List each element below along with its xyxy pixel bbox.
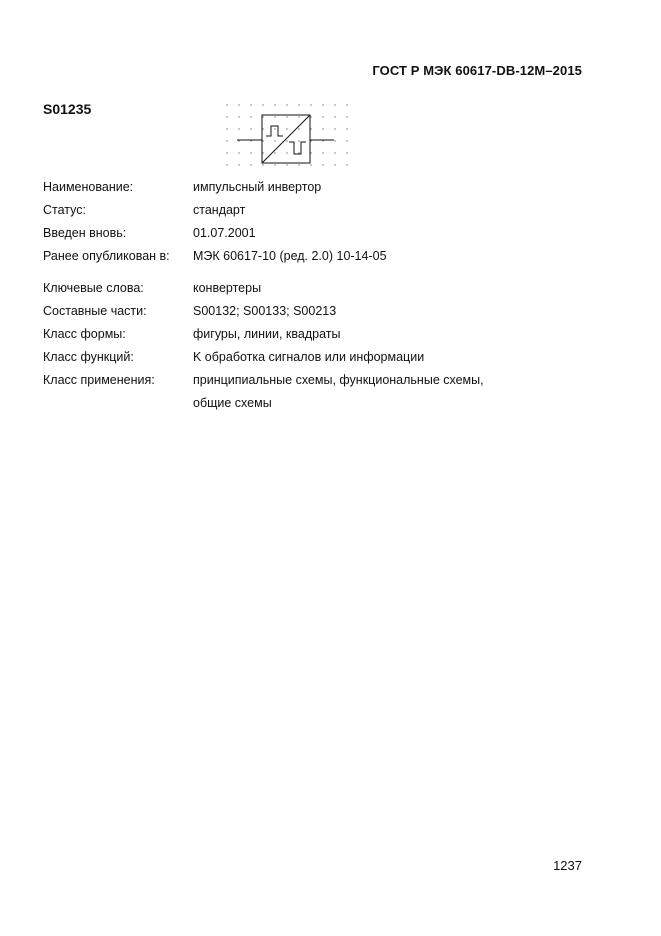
- property-value: 01.07.2001: [193, 226, 256, 240]
- grid-dot: [346, 116, 347, 117]
- property-label: Класс применения:: [43, 373, 155, 387]
- property-row-keywords: [43, 280, 484, 303]
- property-label: Ключевые слова:: [43, 281, 144, 295]
- grid-dot: [250, 128, 251, 129]
- grid-dot: [346, 128, 347, 129]
- property-row-previously-published: [43, 248, 484, 271]
- property-value: импульсный инвертор: [193, 180, 322, 194]
- grid-dot: [262, 128, 263, 129]
- property-row-components: [43, 303, 484, 326]
- grid-dot: [322, 164, 323, 165]
- symbol-id: S01235: [43, 101, 92, 117]
- grid-dot: [226, 140, 227, 141]
- grid-dot: [274, 152, 275, 153]
- property-label: Введен вновь:: [43, 226, 127, 240]
- document-header: ГОСТ Р МЭК 60617-DB-12M–2015: [372, 63, 582, 78]
- grid-dot: [346, 152, 347, 153]
- grid-dot: [286, 140, 287, 141]
- grid-dot: [262, 140, 263, 141]
- grid-dot: [346, 104, 347, 105]
- grid-dot: [310, 140, 311, 141]
- property-row-function-class: [43, 349, 484, 372]
- property-row-status: [43, 202, 484, 225]
- grid-dot: [262, 164, 263, 165]
- grid-dot: [322, 152, 323, 153]
- grid-dot: [250, 104, 251, 105]
- grid-dot: [334, 128, 335, 129]
- grid-dot: [298, 104, 299, 105]
- grid-dot: [298, 116, 299, 117]
- grid-dot: [286, 152, 287, 153]
- grid-dot: [238, 128, 239, 129]
- grid-dot: [286, 128, 287, 129]
- grid-dot: [286, 164, 287, 165]
- grid-dot: [334, 164, 335, 165]
- grid-dot: [250, 152, 251, 153]
- property-row-introduced: [43, 225, 484, 248]
- property-value: [193, 372, 484, 418]
- grid-dot: [238, 140, 239, 141]
- property-label: Наименование:: [43, 180, 134, 194]
- property-value: МЭК 60617-10 (ред. 2.0) 10-14-05: [193, 249, 387, 263]
- grid-dot: [334, 104, 335, 105]
- grid-dot: [322, 140, 323, 141]
- property-value: S00132; S00133; S00213: [193, 304, 337, 318]
- grid-dot: [262, 104, 263, 105]
- grid-dot: [238, 104, 239, 105]
- grid-dot: [298, 140, 299, 141]
- grid-dot: [226, 104, 227, 105]
- grid-dot: [286, 104, 287, 105]
- property-value-line: общие схемы: [193, 396, 272, 410]
- property-value: стандарт: [193, 203, 246, 217]
- property-label: Составные части:: [43, 304, 147, 318]
- property-row-shape-class: [43, 326, 484, 349]
- negative-pulse: [289, 142, 306, 154]
- grid-dot: [346, 140, 347, 141]
- grid-dot: [250, 164, 251, 165]
- property-label: Класс функций:: [43, 350, 134, 364]
- properties-table: [43, 179, 484, 418]
- grid-dot: [226, 164, 227, 165]
- positive-pulse: [266, 126, 283, 136]
- grid-dot: [238, 152, 239, 153]
- grid-dot: [334, 116, 335, 117]
- grid-dot: [298, 152, 299, 153]
- property-value-line: принципиальные схемы, функциональные схемы,: [193, 373, 484, 387]
- property-value: фигуры, линии, квадраты: [193, 327, 341, 341]
- grid-dot: [274, 116, 275, 117]
- grid-dot: [250, 140, 251, 141]
- grid-dot: [334, 140, 335, 141]
- grid-dot: [262, 116, 263, 117]
- grid-dot: [238, 164, 239, 165]
- grid-dot: [310, 116, 311, 117]
- grid-dot: [274, 164, 275, 165]
- grid-dot: [250, 116, 251, 117]
- property-row-application-class: [43, 372, 484, 418]
- pulse-inverter-symbol: [222, 100, 352, 170]
- grid-dot: [226, 116, 227, 117]
- grid-dot: [346, 164, 347, 165]
- property-label: Ранее опубликован в:: [43, 249, 170, 263]
- grid-dot: [310, 152, 311, 153]
- property-value: конвертеры: [193, 281, 262, 295]
- property-row-name: [43, 179, 484, 202]
- property-label: Класс формы:: [43, 327, 126, 341]
- grid-dot: [274, 140, 275, 141]
- grid-dot: [298, 128, 299, 129]
- grid-dot: [262, 152, 263, 153]
- grid-dots: [226, 104, 347, 165]
- grid-dot: [322, 128, 323, 129]
- property-value: K обработка сигналов или информации: [193, 350, 425, 364]
- grid-dot: [274, 128, 275, 129]
- grid-dot: [310, 164, 311, 165]
- grid-dot: [322, 116, 323, 117]
- grid-dot: [298, 164, 299, 165]
- grid-dot: [310, 104, 311, 105]
- grid-dot: [274, 104, 275, 105]
- grid-dot: [226, 128, 227, 129]
- property-label: Статус:: [43, 203, 86, 217]
- grid-dot: [322, 104, 323, 105]
- grid-dot: [334, 152, 335, 153]
- grid-dot: [226, 152, 227, 153]
- diagonal-line: [262, 115, 310, 163]
- page-number: 1237: [553, 858, 582, 873]
- grid-dot: [238, 116, 239, 117]
- grid-dot: [286, 116, 287, 117]
- grid-dot: [310, 128, 311, 129]
